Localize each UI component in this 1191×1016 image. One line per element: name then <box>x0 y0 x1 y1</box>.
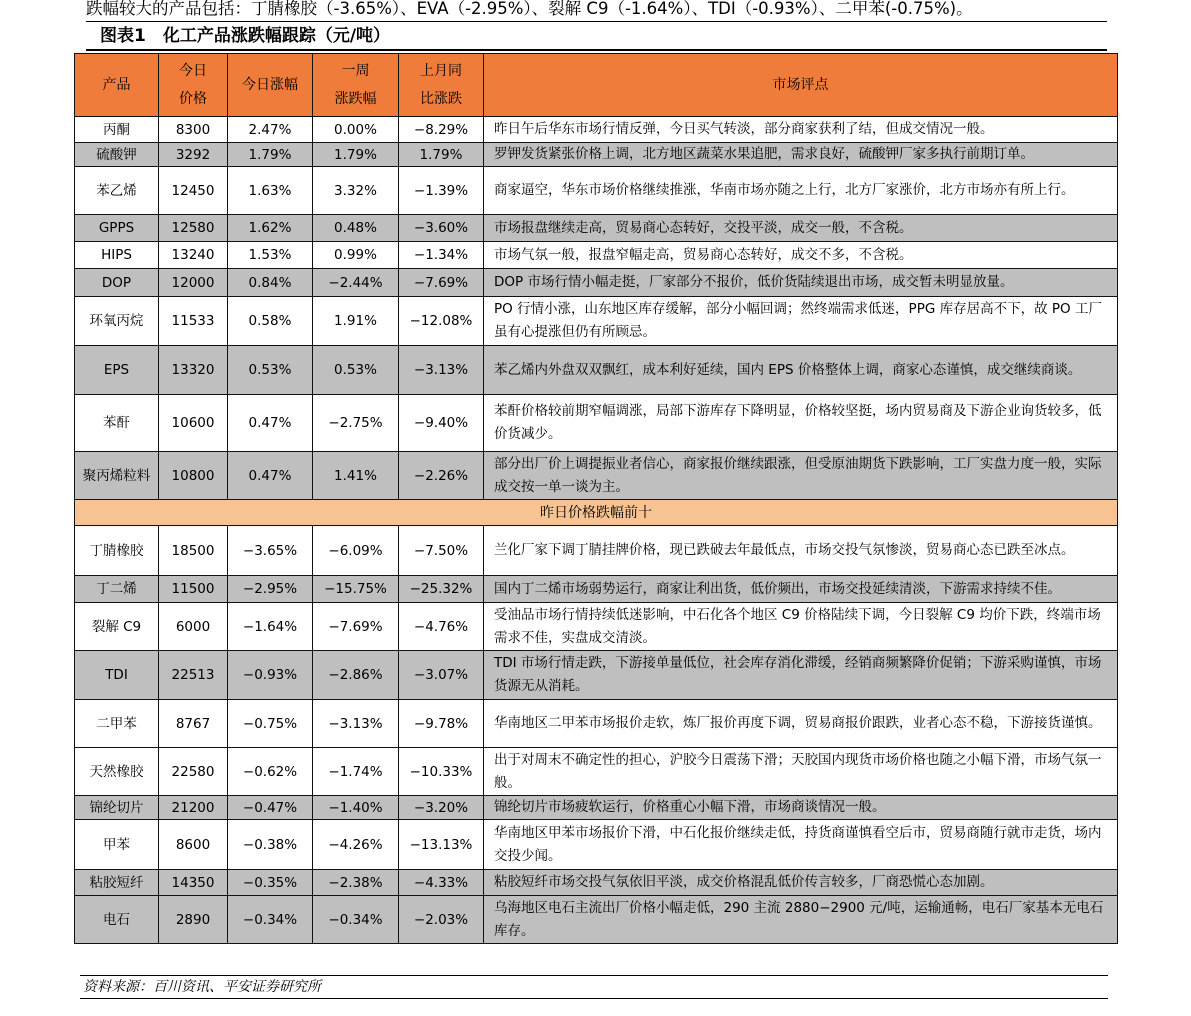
table-row <box>75 452 1118 500</box>
month-change-cell: −9.40% <box>399 395 484 452</box>
today-change-cell: −0.62% <box>228 748 313 796</box>
table-row <box>75 796 1118 820</box>
price-cell: 8767 <box>159 700 228 748</box>
comment-cell: PO 行情小涨，山东地区库存缓解，部分小幅回调；然终端需求低迷，PPG 库存居高不下，故 PO 工厂虽有心提涨但仍有所顾忌。 <box>484 297 1118 346</box>
week-change-cell: −6.09% <box>313 526 399 576</box>
header-week-change <box>313 54 399 117</box>
month-change-cell: −1.34% <box>399 242 484 269</box>
table-row <box>75 748 1118 796</box>
month-change-cell: −3.60% <box>399 215 484 242</box>
product-cell: 甲苯 <box>75 820 159 870</box>
week-change-cell: −7.69% <box>313 603 399 651</box>
product-cell: 二甲苯 <box>75 700 159 748</box>
comment-cell: 市场气氛一般，报盘窄幅走高，贸易商心态转好，成交不多，不含税。 <box>484 242 1118 269</box>
week-change-cell: 0.99% <box>313 242 399 269</box>
header-today-change <box>228 54 313 117</box>
today-change-cell: −3.65% <box>228 526 313 576</box>
today-change-cell: 0.47% <box>228 395 313 452</box>
source-note: 资料来源：百川资讯、平安证券研究所 <box>83 979 321 995</box>
table-row <box>75 117 1118 143</box>
product-cell: 环氧丙烷 <box>75 297 159 346</box>
comment-cell: 出于对周末不确定性的担心，沪胶今日震荡下滑；天胶国内现货市场价格也随之小幅下滑，市场气氛一般。 <box>484 748 1118 796</box>
table-row <box>75 526 1118 576</box>
price-cell: 3292 <box>159 143 228 167</box>
product-cell: 锦纶切片 <box>75 796 159 820</box>
comment-cell: 受油品市场行情持续低迷影响，中石化各个地区 C9 价格陆续下调，今日裂解 C9 均价下跌，终端市场需求不佳，实盘成交清淡。 <box>484 603 1118 651</box>
week-change-cell: −15.75% <box>313 576 399 603</box>
today-change-cell: −0.75% <box>228 700 313 748</box>
product-cell: 硫酸钾 <box>75 143 159 167</box>
comment-cell: 商家逼空，华东市场价格继续推涨，华南市场亦随之上行，北方厂家涨价，北方市场亦有所上行。 <box>484 167 1118 215</box>
header-week-line2: 涨跌幅 <box>334 91 377 107</box>
comment-cell: 兰化厂家下调丁腈挂牌价格，现已跌破去年最低点，市场交投气氛惨淡，贸易商心态已跌至冰点。 <box>484 526 1118 576</box>
product-cell: 丁腈橡胶 <box>75 526 159 576</box>
week-change-cell: 1.79% <box>313 143 399 167</box>
product-cell: DOP <box>75 269 159 297</box>
price-cell: 13320 <box>159 346 228 395</box>
table-row <box>75 896 1118 944</box>
table-row <box>75 143 1118 167</box>
today-change-cell: −0.47% <box>228 796 313 820</box>
chemical-price-table <box>74 53 1118 944</box>
comment-cell: 乌海地区电石主流出厂价格小幅走低，290 主流 2880−2900 元/吨，运输通畅，电石厂家基本无电石库存。 <box>484 896 1118 944</box>
today-change-cell: 2.47% <box>228 117 313 143</box>
today-change-cell: 0.53% <box>228 346 313 395</box>
header-month-line2: 比涨跌 <box>420 91 462 107</box>
comment-cell: 华南地区二甲苯市场报价走软，炼厂报价再度下调，贸易商报价跟跌，业者心态不稳，下游接货谨慎。 <box>484 700 1118 748</box>
today-change-cell: 1.62% <box>228 215 313 242</box>
product-cell: 丁二烯 <box>75 576 159 603</box>
week-change-cell: −2.38% <box>313 870 399 896</box>
header-comment <box>484 54 1118 117</box>
comment-cell: 国内丁二烯市场弱势运行，商家让利出货，低价频出，市场交投延续清淡，下游需求持续不佳。 <box>484 576 1118 603</box>
comment-cell: TDI 市场行情走跌，下游接单量低位，社会库存消化滞缓，经销商频繁降价促销；下游采购谨慎，市场货源无从消耗。 <box>484 651 1118 700</box>
header-product-label: 产品 <box>102 77 131 93</box>
today-change-cell: −0.34% <box>228 896 313 944</box>
comment-cell: 粘胶短纤市场交投气氛依旧平淡，成交价格混乱低价传言较多，厂商恐慌心态加剧。 <box>484 870 1118 896</box>
section-title: 昨日价格跌幅前十 <box>75 500 1118 526</box>
header-month-change <box>399 54 484 117</box>
week-change-cell: −2.44% <box>313 269 399 297</box>
month-change-cell: −3.20% <box>399 796 484 820</box>
today-change-cell: 0.84% <box>228 269 313 297</box>
week-change-cell: −2.86% <box>313 651 399 700</box>
price-cell: 21200 <box>159 796 228 820</box>
week-change-cell: 3.32% <box>313 167 399 215</box>
today-change-cell: −0.35% <box>228 870 313 896</box>
week-change-cell: −1.40% <box>313 796 399 820</box>
table-row <box>75 167 1118 215</box>
comment-cell: 部分出厂价上调提振业者信心，商家报价继续跟涨，但受原油期货下跌影响，工厂实盘力度一般，实际成交按一单一谈为主。 <box>484 452 1118 500</box>
price-cell: 8300 <box>159 117 228 143</box>
price-cell: 6000 <box>159 603 228 651</box>
header-month-line1: 上月同 <box>420 63 462 79</box>
product-cell: 丙酮 <box>75 117 159 143</box>
today-change-cell: −0.93% <box>228 651 313 700</box>
product-cell: 苯酐 <box>75 395 159 452</box>
price-cell: 12580 <box>159 215 228 242</box>
price-cell: 11533 <box>159 297 228 346</box>
month-change-cell: −4.76% <box>399 603 484 651</box>
product-cell: HIPS <box>75 242 159 269</box>
comment-cell: 苯酐价格较前期窄幅调涨，局部下游库存下降明显，价格较坚挺，场内贸易商及下游企业询货较多，低价货减少。 <box>484 395 1118 452</box>
price-cell: 8600 <box>159 820 228 870</box>
month-change-cell: −12.08% <box>399 297 484 346</box>
month-change-cell: −1.39% <box>399 167 484 215</box>
price-cell: 22580 <box>159 748 228 796</box>
today-change-cell: −2.95% <box>228 576 313 603</box>
price-cell: 10600 <box>159 395 228 452</box>
table-row <box>75 346 1118 395</box>
table-row <box>75 576 1118 603</box>
today-change-cell: 1.79% <box>228 143 313 167</box>
table-row <box>75 297 1118 346</box>
table-row <box>75 215 1118 242</box>
header-price-line1: 今日 <box>179 63 207 79</box>
header-today-label: 今日涨幅 <box>242 77 298 93</box>
today-change-cell: 1.53% <box>228 242 313 269</box>
product-cell: 苯乙烯 <box>75 167 159 215</box>
table-caption-bar <box>86 21 1107 51</box>
week-change-cell: 1.91% <box>313 297 399 346</box>
month-change-cell: −4.33% <box>399 870 484 896</box>
product-cell: 裂解 C9 <box>75 603 159 651</box>
intro-paragraph: 跌幅较大的产品包括：丁腈橡胶（-3.65%）、EVA（-2.95%）、裂解 C9（-1.64%）、TDI（-0.93%）、二甲苯(-0.75%)。 <box>86 0 973 18</box>
price-cell: 10800 <box>159 452 228 500</box>
price-cell: 18500 <box>159 526 228 576</box>
header-product <box>75 54 159 117</box>
comment-cell: 锦纶切片市场疲软运行，价格重心小幅下滑，市场商谈情况一般。 <box>484 796 1118 820</box>
price-cell: 12450 <box>159 167 228 215</box>
table-row <box>75 870 1118 896</box>
today-change-cell: 0.47% <box>228 452 313 500</box>
table-row <box>75 700 1118 748</box>
table-row <box>75 603 1118 651</box>
product-cell: EPS <box>75 346 159 395</box>
price-cell: 13240 <box>159 242 228 269</box>
comment-cell: 华南地区甲苯市场报价下滑，中石化报价继续走低，持货商谨慎看空后市，贸易商随行就市走货，场内交投少闻。 <box>484 820 1118 870</box>
section-row <box>75 500 1118 526</box>
month-change-cell: −10.33% <box>399 748 484 796</box>
table-row <box>75 651 1118 700</box>
week-change-cell: −4.26% <box>313 820 399 870</box>
comment-cell: 市场报盘继续走高，贸易商心态转好，交投平淡，成交一般，不含税。 <box>484 215 1118 242</box>
table-caption: 图表1 化工产品涨跌幅跟踪（元/吨） <box>100 26 391 46</box>
month-change-cell: −2.03% <box>399 896 484 944</box>
price-cell: 12000 <box>159 269 228 297</box>
comment-cell: 昨日午后华东市场行情反弹，今日买气转淡，部分商家获利了结，但成交情况一般。 <box>484 117 1118 143</box>
today-change-cell: −1.64% <box>228 603 313 651</box>
today-change-cell: −0.38% <box>228 820 313 870</box>
table-row <box>75 395 1118 452</box>
price-cell: 2890 <box>159 896 228 944</box>
month-change-cell: −9.78% <box>399 700 484 748</box>
header-price-line2: 价格 <box>179 91 207 107</box>
comment-cell: 罗钾发货紧张价格上调，北方地区蔬菜水果追肥，需求良好，硫酸钾厂家多执行前期订单。 <box>484 143 1118 167</box>
month-change-cell: −25.32% <box>399 576 484 603</box>
price-cell: 14350 <box>159 870 228 896</box>
price-cell: 11500 <box>159 576 228 603</box>
source-bar <box>80 975 1108 999</box>
week-change-cell: −3.13% <box>313 700 399 748</box>
product-cell: 聚丙烯粒料 <box>75 452 159 500</box>
week-change-cell: 0.48% <box>313 215 399 242</box>
table-row <box>75 820 1118 870</box>
header-week-line1: 一周 <box>341 63 370 79</box>
header-price <box>159 54 228 117</box>
week-change-cell: 1.41% <box>313 452 399 500</box>
product-cell: TDI <box>75 651 159 700</box>
month-change-cell: −13.13% <box>399 820 484 870</box>
week-change-cell: −0.34% <box>313 896 399 944</box>
product-cell: GPPS <box>75 215 159 242</box>
month-change-cell: −3.07% <box>399 651 484 700</box>
product-cell: 电石 <box>75 896 159 944</box>
comment-cell: 苯乙烯内外盘双双飘红，成本利好延续，国内 EPS 价格整体上调，商家心态谨慎，成交继续商谈。 <box>484 346 1118 395</box>
table-header-row <box>75 54 1118 117</box>
table-row <box>75 269 1118 297</box>
month-change-cell: 1.79% <box>399 143 484 167</box>
week-change-cell: 0.00% <box>313 117 399 143</box>
week-change-cell: −2.75% <box>313 395 399 452</box>
today-change-cell: 1.63% <box>228 167 313 215</box>
week-change-cell: −1.74% <box>313 748 399 796</box>
month-change-cell: −2.26% <box>399 452 484 500</box>
table-row <box>75 242 1118 269</box>
product-cell: 天然橡胶 <box>75 748 159 796</box>
month-change-cell: −7.69% <box>399 269 484 297</box>
month-change-cell: −8.29% <box>399 117 484 143</box>
today-change-cell: 0.58% <box>228 297 313 346</box>
month-change-cell: −7.50% <box>399 526 484 576</box>
week-change-cell: 0.53% <box>313 346 399 395</box>
month-change-cell: −3.13% <box>399 346 484 395</box>
price-cell: 22513 <box>159 651 228 700</box>
comment-cell: DOP 市场行情小幅走挺，厂家部分不报价，低价货陆续退出市场，成交暂未明显放量。 <box>484 269 1118 297</box>
product-cell: 粘胶短纤 <box>75 870 159 896</box>
header-comment-label: 市场评点 <box>772 77 829 93</box>
